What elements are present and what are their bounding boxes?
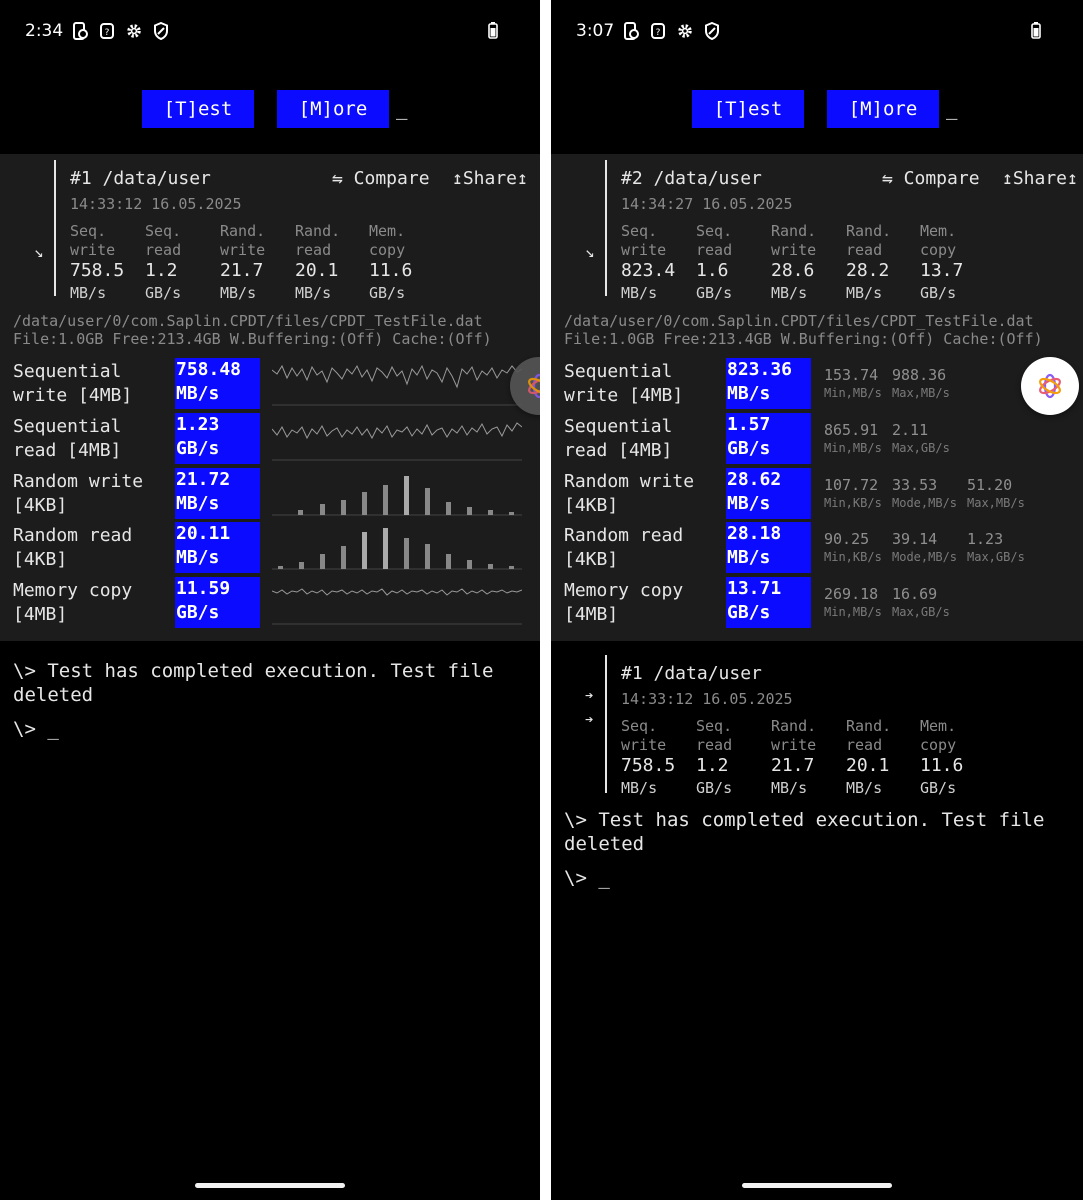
row-label: Sequential write [4MB] <box>13 361 133 406</box>
stat-max: 1.23 Max,GB/s <box>967 530 1025 564</box>
phone-screen-right <box>551 0 1083 1200</box>
result-row-seq-write <box>0 358 540 410</box>
prev-col-seq-read: Seq. read 1.2 GB/s <box>696 717 733 797</box>
compare-button[interactable]: ⇋ Compare <box>332 168 430 189</box>
stat-mode: 33.53 Mode,MB/s <box>892 476 958 510</box>
stat-min: 865.91 Min,MB/s <box>824 421 882 455</box>
row-value: 823.36 MB/s <box>726 358 811 409</box>
summary-col-seq-read: Seq. read 1.6 GB/s <box>696 222 733 302</box>
row-value: 758.48 MB/s <box>175 358 260 409</box>
test-button[interactable]: [T]est <box>142 90 254 128</box>
console-log <box>564 808 1064 890</box>
collapse-arrow[interactable]: ↘ <box>585 242 595 261</box>
screenshot-icon <box>622 22 640 40</box>
summary-col-mem-copy: Mem. copy 13.7 GB/s <box>920 222 964 302</box>
arrow-icon: ➔ <box>585 688 594 704</box>
file-path: /data/user/0/com.Saplin.CPDT/files/CPDT_TestFile.dat <box>13 312 483 330</box>
test-button[interactable]: [T]est <box>692 90 804 128</box>
result-row-seq-read <box>551 413 1083 465</box>
file-details: File:1.0GB Free:213.4GB W.Buffering:(Off) Cache:(Off) <box>13 330 492 348</box>
phone-screen-left <box>0 0 540 1200</box>
row-value: 28.62 MB/s <box>726 468 811 519</box>
shield-icon <box>152 22 170 40</box>
current-result-panel <box>0 154 540 641</box>
gear-icon <box>676 22 694 40</box>
result-date: 14:34:27 16.05.2025 <box>621 195 793 213</box>
shield-icon <box>703 22 721 40</box>
summary-col-seq-read: Seq. read 1.2 GB/s <box>145 222 182 302</box>
stat-mode: 39.14 Mode,MB/s <box>892 530 958 564</box>
share-button[interactable]: ↥Share↥ <box>1002 168 1078 189</box>
result-row-mem-copy <box>0 577 540 629</box>
row-value: 20.11 MB/s <box>175 522 260 573</box>
svg-text:?: ? <box>655 28 661 38</box>
collapse-arrow[interactable]: ↘ <box>34 242 44 261</box>
more-button[interactable]: [M]ore <box>827 90 939 128</box>
stat-min: 90.25 Min,KB/s <box>824 530 882 564</box>
flower-icon <box>524 371 540 401</box>
seq-read-graph <box>272 415 522 461</box>
row-value: 11.59 GB/s <box>175 577 260 628</box>
result-title: #1 /data/user <box>70 168 211 189</box>
summary-col-rand-read: Rand. read 20.1 MB/s <box>295 222 341 302</box>
mem-copy-graph <box>272 579 522 625</box>
row-value: 21.72 MB/s <box>175 468 260 519</box>
summary-col-seq-write: Seq. write 823.4 MB/s <box>621 222 676 302</box>
status-bar <box>25 18 520 44</box>
stat-max: 51.20 Max,MB/s <box>967 476 1025 510</box>
result-row-mem-copy <box>551 577 1083 629</box>
floating-assistant-button[interactable] <box>1021 357 1079 415</box>
home-indicator[interactable] <box>195 1183 345 1188</box>
prev-col-rand-read: Rand. read 20.1 MB/s <box>846 717 892 797</box>
status-time: 3:07 <box>576 21 615 41</box>
prev-col-mem-copy: Mem. copy 11.6 GB/s <box>920 717 964 797</box>
file-info <box>564 312 1043 348</box>
file-details: File:1.0GB Free:213.4GB W.Buffering:(Off) Cache:(Off) <box>564 330 1043 348</box>
result-date: 14:33:12 16.05.2025 <box>70 195 242 213</box>
rand-read-histogram <box>272 524 522 570</box>
result-row-rand-write <box>551 468 1083 520</box>
input-cursor: _ <box>946 98 958 120</box>
share-button[interactable]: ↥Share↥ <box>452 168 528 189</box>
gear-icon <box>125 22 143 40</box>
battery-icon <box>488 22 498 43</box>
log-line: \> Test has completed execution. Test file deleted <box>13 660 494 706</box>
prev-col-seq-write: Seq. write 758.5 MB/s <box>621 717 676 797</box>
seq-write-graph <box>272 360 522 406</box>
stat-max: 16.69 Max,GB/s <box>892 585 950 619</box>
home-indicator[interactable] <box>742 1183 892 1188</box>
previous-title: #1 /data/user <box>621 663 762 684</box>
stat-min: 153.74 Min,MB/s <box>824 366 882 400</box>
result-title: #2 /data/user <box>621 168 762 189</box>
row-label: Random write [4KB] <box>564 471 695 516</box>
result-row-seq-read <box>0 413 540 465</box>
row-value: 28.18 MB/s <box>726 522 811 573</box>
stat-max: 988.36 Max,MB/s <box>892 366 950 400</box>
top-button-bar <box>551 90 1083 128</box>
result-row-seq-write <box>551 358 1083 410</box>
previous-date: 14:33:12 16.05.2025 <box>621 690 793 708</box>
summary-col-rand-write: Rand. write 21.7 MB/s <box>220 222 266 302</box>
row-label: Sequential read [4MB] <box>564 416 673 461</box>
top-button-bar <box>0 90 540 128</box>
screenshot-icon <box>71 22 89 40</box>
result-row-rand-read <box>0 522 540 574</box>
row-label: Memory copy [4MB] <box>564 580 684 625</box>
console-log <box>13 659 513 741</box>
result-row-rand-write <box>0 468 540 520</box>
file-path: /data/user/0/com.Saplin.CPDT/files/CPDT_TestFile.dat <box>564 312 1034 330</box>
previous-summary <box>605 655 1083 797</box>
row-value: 13.71 GB/s <box>726 577 811 628</box>
stat-min: 107.72 Min,KB/s <box>824 476 882 510</box>
result-summary <box>54 160 540 302</box>
question-icon <box>649 22 667 40</box>
status-time: 2:34 <box>25 21 64 41</box>
result-row-rand-read <box>551 522 1083 574</box>
console-prompt[interactable]: \> _ <box>13 718 59 740</box>
row-label: Sequential write [4MB] <box>564 361 684 406</box>
summary-col-rand-read: Rand. read 28.2 MB/s <box>846 222 892 302</box>
row-label: Memory copy [4MB] <box>13 580 133 625</box>
file-info <box>13 312 492 348</box>
stat-max: 2.11 Max,GB/s <box>892 421 950 455</box>
summary-col-mem-copy: Mem. copy 11.6 GB/s <box>369 222 413 302</box>
rand-write-histogram <box>272 470 522 516</box>
console-prompt[interactable]: \> _ <box>564 867 610 889</box>
prev-col-rand-write: Rand. write 21.7 MB/s <box>771 717 817 797</box>
flower-icon <box>1035 371 1065 401</box>
previous-result[interactable] <box>551 650 1083 795</box>
arrow-icon: ➔ <box>585 712 594 728</box>
status-bar <box>576 18 1063 44</box>
row-label: Random read [4KB] <box>564 525 684 570</box>
row-label: Random write [4KB] <box>13 471 144 516</box>
battery-icon <box>1031 22 1041 43</box>
question-icon <box>98 22 116 40</box>
log-line: \> Test has completed execution. Test file deleted <box>564 809 1045 855</box>
svg-text:?: ? <box>104 28 110 38</box>
row-label: Random read [4KB] <box>13 525 133 570</box>
more-button[interactable]: [M]ore <box>277 90 389 128</box>
row-label: Sequential read [4MB] <box>13 416 122 461</box>
current-result-panel <box>551 154 1083 641</box>
stat-min: 269.18 Min,MB/s <box>824 585 882 619</box>
row-value: 1.57 GB/s <box>726 413 811 464</box>
input-cursor: _ <box>396 98 408 120</box>
row-value: 1.23 GB/s <box>175 413 260 464</box>
summary-col-rand-write: Rand. write 28.6 MB/s <box>771 222 817 302</box>
result-summary <box>605 160 1083 302</box>
compare-button[interactable]: ⇋ Compare <box>882 168 980 189</box>
summary-col-seq-write: Seq. write 758.5 MB/s <box>70 222 125 302</box>
